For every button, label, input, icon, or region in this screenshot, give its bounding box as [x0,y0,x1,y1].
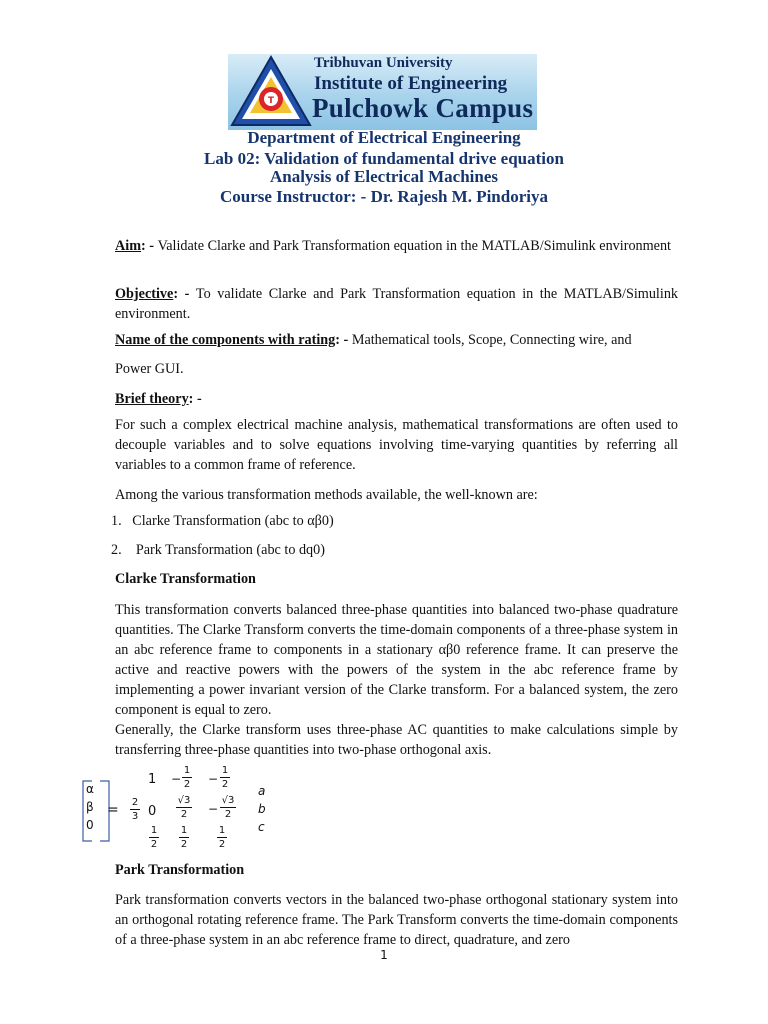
list-item-text: Clarke Transformation (abc to αβ0) [132,513,334,529]
brief-sep: : - [188,391,202,407]
page-number: 1 [380,948,388,962]
park-paragraph-1: Park transformation converts vectors in the balanced two-phase orthogonal stationary system into an orthogonal rotating reference frame. The Park Transform converts the time-domain components of a three-phase system in an abc reference frame to direct, quadrature, and zero [115,892,678,948]
list-item-number: 2. [111,542,122,558]
svg-text:T: T [267,96,275,106]
components-paragraph [115,330,678,350]
university-logo-banner [228,54,537,130]
aim-text: Validate Clarke and Park Transformation equation in the MATLAB/Simulink environment [157,238,671,254]
m12-sign: − [171,772,182,786]
header-course: Analysis of Electrical Machines [269,167,499,186]
lhs-beta: β [86,800,94,814]
header-department: Department of Electrical Engineering [247,128,521,147]
rhs-a: a [258,784,266,798]
theory-paragraph-1: For such a complex electrical machine analysis, mathematical transformations are often used to decouple variables and to solve equations involving time-varying quantities by referring all variables to a common frame of reference. [115,417,678,473]
theory-paragraph-2: Among the various transformation methods available, the well-known are: [115,487,538,503]
equals-sign: = [107,802,119,818]
rhs-c: c [258,820,265,834]
m23-sign: − [208,802,219,816]
m22-fraction: $\frac{√3}{2}$ [177,795,191,820]
list-item-text: Park Transformation (abc to dq0) [135,542,325,558]
brief-theory-heading [115,389,678,409]
components-text-cont: Power GUI. [115,361,184,377]
clarke-equation [80,765,380,858]
rhs-b: b [258,802,266,816]
components-text: Mathematical tools, Scope, Connecting wire, and [351,332,632,348]
list-item [111,542,325,559]
ioe-emblem-icon [230,55,312,129]
m32-fraction: $\frac{1}{2}$ [180,825,188,850]
clarke-paragraph-2: Generally, the Clarke transform uses three-phase AC quantities to make calculations simple by transferring three-phase quantities into two-phase orthogonal axis. [115,722,678,758]
components-label: Name of the components with rating [115,332,336,348]
coef-fraction: $\frac{2}{3}$ [131,797,139,822]
logo-line-university: Tribhuvan University [314,55,453,71]
header-lab-title: Lab 02: Validation of fundamental drive equation [204,149,564,168]
logo-line-campus: Pulchowk Campus [312,93,534,123]
components-sep: : - [335,332,352,348]
lhs-zero: 0 [86,818,94,832]
m13-sign: − [208,772,219,786]
m12-fraction: $\frac{1}{2}$ [183,765,191,790]
clarke-paragraph-1: This transformation converts balanced three-phase quantities into balanced two-phase quadrature quantities. The Clarke Transform converts the time-domain components of a three-phase system in an abc reference frame to components in a stationary αβ0 reference frame. It can preserve the active and reactive powers with the powers of the system in the abc reference frame by implementing a power invariant version of the Clarke transform. For a balanced system, the zero component is equal to zero. [115,602,678,718]
m13-fraction: $\frac{1}{2}$ [221,765,229,790]
m31-fraction: $\frac{1}{2}$ [150,825,158,850]
header-instructor: Course Instructor: - Dr. Rajesh M. Pindoriya [219,187,548,206]
lhs-alpha: α [86,782,94,796]
m33-fraction: $\frac{1}{2}$ [218,825,226,850]
objective-sep: : - [173,286,196,302]
park-title: Park Transformation [115,862,245,878]
aim-label: Aim [115,238,142,254]
list-item-number: 1. [111,513,122,529]
objective-text: To validate Clarke and Park Transformation equation in the MATLAB/Simulink environment. [115,286,679,322]
aim-paragraph [115,236,678,256]
m23-fraction: $\frac{√3}{2}$ [221,795,235,820]
objective-label: Objective [115,286,174,302]
aim-sep: : - [141,238,158,254]
brief-label: Brief theory [115,391,189,407]
logo-line-institute: Institute of Engineering [314,73,508,94]
m11: 1 [148,772,157,787]
objective-paragraph [115,284,678,324]
m21: 0 [148,804,157,819]
clarke-title: Clarke Transformation [115,571,256,587]
list-item [111,513,334,530]
